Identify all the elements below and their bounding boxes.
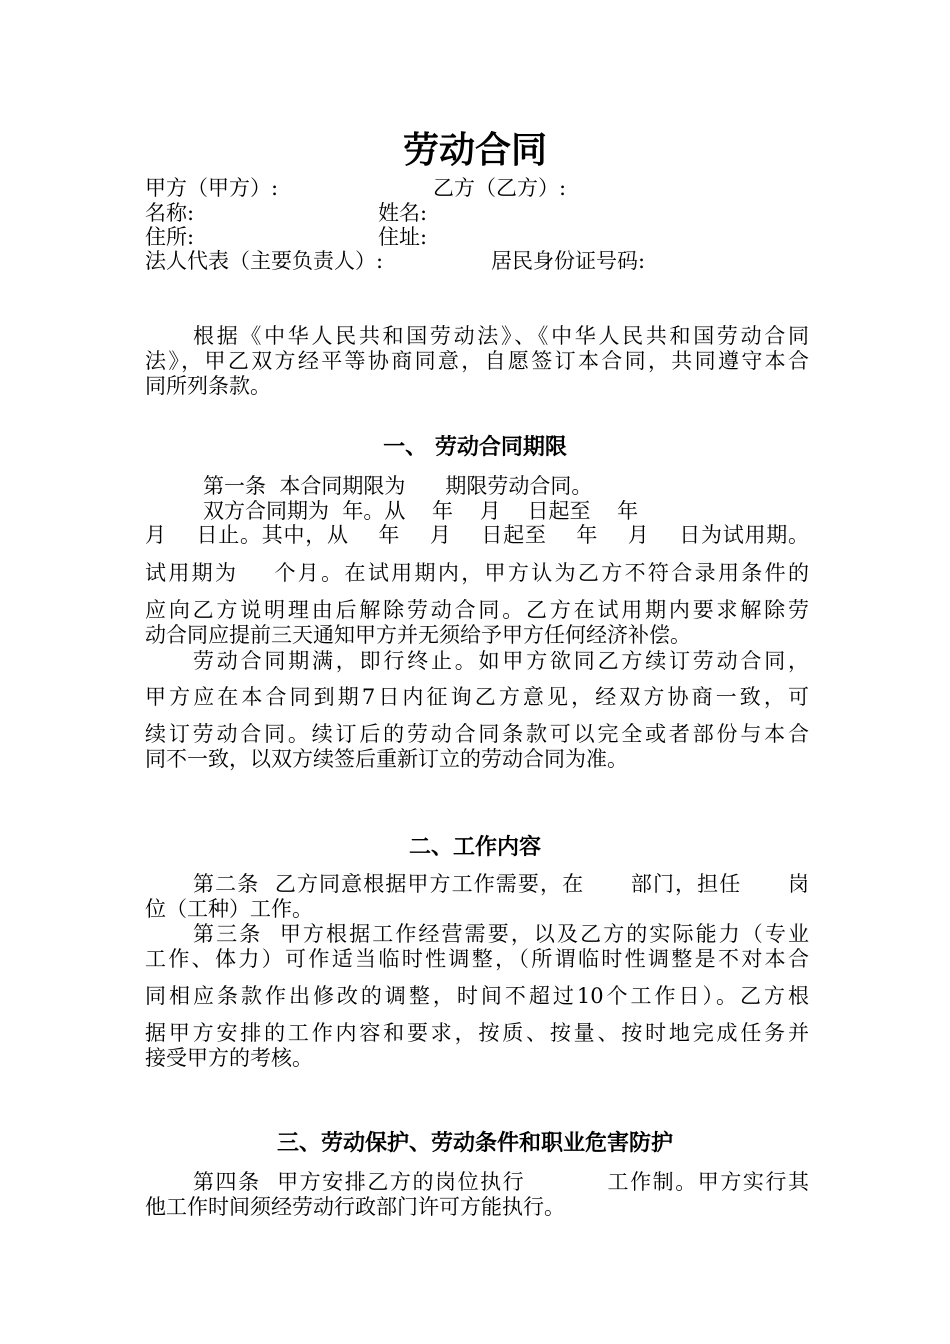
clause-line: 应向乙方说明理由后解除劳动合同。乙方在试用期内要求解除劳 [145, 598, 809, 622]
section-heading: 一、 劳动合同期限 [383, 434, 567, 460]
address-label: 住址: [378, 225, 428, 249]
clause-line: 第一条 本合同期限为 期限劳动合同。 [203, 474, 593, 498]
id-number-label: 居民身份证号码: [491, 249, 646, 273]
residence-label: 住所: [145, 225, 195, 249]
clause-line: 第二条 乙方同意根据甲方工作需要，在 部门，担任 岗 [193, 872, 809, 896]
name-label: 名称: [145, 201, 195, 225]
clause-line: 他工作时间须经劳动行政部门许可方能执行。 [145, 1195, 565, 1219]
clause-line: 据甲方安排的工作内容和要求，按质、按量、按时地完成任务并 [145, 1021, 809, 1045]
clause-line: 同相应条款作出修改的调整，时间不超过10个工作日）。乙方根 [145, 984, 809, 1008]
clause-line: 劳动合同期满，即行终止。如甲方欲同乙方续订劳动合同， [193, 649, 809, 673]
party-a-label: 甲方（甲方）: [145, 176, 279, 200]
section-heading: 二、工作内容 [408, 834, 541, 860]
clause-line: 接受甲方的考核。 [145, 1046, 313, 1070]
clause-line: 位（工种）工作。 [145, 897, 313, 921]
party-b-label: 乙方（乙方）: [433, 176, 567, 200]
clause-line: 甲方应在本合同到期7日内征询乙方意见，经双方协商一致，可 [145, 685, 809, 709]
clause-line: 双方合同期为 年。从 年 月 日起至 年 [203, 499, 639, 523]
legal-rep-label: 法人代表（主要负责人）: [145, 249, 384, 273]
clause-line: 同不一致，以双方续签后重新订立的劳动合同为准。 [145, 747, 628, 771]
section-heading: 三、劳动保护、劳动条件和职业危害防护 [276, 1130, 673, 1156]
preamble-line: 同所列条款。 [145, 374, 271, 398]
surname-label: 姓名: [378, 201, 428, 225]
clause-line: 工作、体力）可作适当临时性调整，（所谓临时性调整是不对本合 [145, 947, 809, 971]
clause-line: 续订劳动合同。续订后的劳动合同条款可以完全或者部份与本合 [145, 722, 809, 746]
clause-line: 试用期为 个月。在试用期内，甲方认为乙方不符合录用条件的 [145, 561, 809, 585]
clause-line: 第四条 甲方安排乙方的岗位执行 工作制。甲方实行其 [193, 1170, 809, 1194]
clause-line: 第三条 甲方根据工作经营需要，以及乙方的实际能力（专业 [193, 922, 809, 946]
clause-line: 月 日止。其中，从 年 月 日起至 年 月 日为试用期。 [145, 523, 810, 547]
preamble-line: 根据《中华人民共和国劳动法》、《中华人民共和国劳动合同 [193, 324, 809, 348]
preamble-line: 法》，甲乙双方经平等协商同意，自愿签订本合同，共同遵守本合 [145, 349, 809, 373]
clause-line: 动合同应提前三天通知甲方并无须给予甲方任何经济补偿。 [145, 623, 691, 647]
document-title: 劳动合同 [402, 129, 547, 171]
